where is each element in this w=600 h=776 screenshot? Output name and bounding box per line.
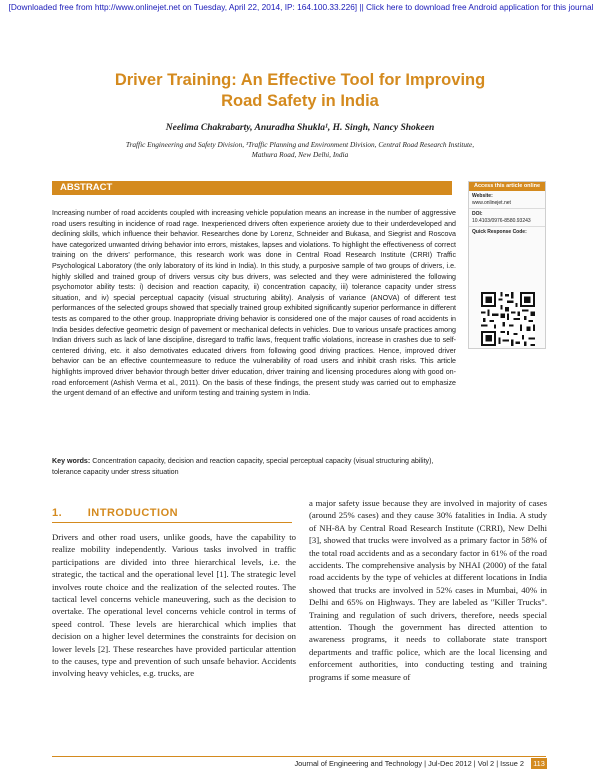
authors: Neelima Chakrabarty, Anuradha Shukla¹, H. Singh, Nancy Shokeen — [165, 123, 435, 133]
section-number: 1. — [52, 507, 63, 519]
qr-label: Quick Response Code: — [472, 229, 527, 236]
access-online-box — [468, 181, 546, 349]
section-heading-introduction — [52, 507, 292, 519]
doi-label: DOI: — [472, 211, 483, 218]
website-link[interactable]: www.onlinejet.net — [472, 199, 511, 206]
abstract-header — [52, 181, 452, 195]
website-row — [469, 191, 545, 209]
footer-citation: Journal of Engineering and Technology | Jul-Dec 2012 | Vol 2 | Issue 2 — [294, 759, 524, 768]
title-line-1: Driver Training: An Effective Tool for Improving — [114, 71, 486, 89]
doi-value: 10.4103/0976-8580.93243 — [472, 217, 531, 224]
title-line-2: Road Safety in India — [221, 92, 379, 110]
affiliation-line-2: Mathura Road, New Delhi, India — [251, 150, 349, 159]
abstract-label: ABSTRACT — [60, 182, 113, 193]
access-online-header: Access this article online — [469, 182, 545, 191]
keywords — [52, 456, 456, 477]
affiliation-line-1: Traffic Engineering and Safety Division, ¹Traffic Planning and Environment Division, Central Road Research Institute, — [125, 140, 475, 149]
journal-footer — [52, 759, 546, 768]
affiliations — [60, 140, 540, 160]
section-divider — [52, 522, 292, 523]
footer-divider — [52, 756, 546, 757]
abstract-body: Increasing number of road accidents coupled with increasing vehicle population means an increase in the number of aggressive road users resulting in incidence of road rage. Inexperienced drivers often experience anxiety due to their underdeveloped and declining skills, which influence their behavior. Researches done by Lorenz, Schneider and Bukasa, and Siegrist and Roscova have categorized unwanted driving behavior into errors, mistakes, lapses and violations. To highlight the effectiveness of correct training on the drivers' performance, this research work was done in Central Road Research Institute (CRRI) Traffic Psychological Laboratory (the only laboratory of its kind in India). In this study, a purposive sample of two groups of drivers, i.e. highly skilled and trained group of drivers versus city bus drivers, was selected and they were administered the following psychomotor ability tests: i) decision and reaction capacity, ii) concentration capacity, iii) tolerance capacity under stress situation, and iv) special perceptual capacity (visual structuring ability). Analysis of variance (ANOVA) of different test performances of the selected groups showed that specially trained group exhibited significantly superior performance in different tests as compared to the other group. Inappropriate driving behavior is considered one of the major causes of road accidents in India besides defective geometric design of pavement or mechanical defects in vehicles. Due to various unsafe practices among Indian drivers such as lack of lane discipline, disregard to traffic laws, frequent traffic violations, increase in crashes due to self-centered driving, etc. it also demotivates educated drivers from following good driving practices. Hence, improved driver behavior can be an effective countermeasure to reduce the vulnerability of road users and inhibit crash risks. This article highlights improved driver behavior through better driver education, driver training and licensing procedures along with good on-road enforcement (Ashish Verma et al., 2011). On the basis of these findings, the present study was carried out to emphasize the urgent demand of an effective and uniform testing and training system in India. — [52, 209, 456, 398]
download-banner[interactable]: [Downloaded free from http://www.onlinejet.net on Tuesday, April 22, 2014, IP: 164.100.33.226] || Click here to download free Android application for this journal — [8, 2, 594, 12]
paper-title — [60, 70, 540, 112]
doi-row — [469, 209, 545, 227]
section-title: INTRODUCTION — [87, 507, 179, 519]
intro-right-column: a major safety issue because they are involved in majority of cases (around 25% cases) and they cause 30% fatalities in India. A study of NH-8A by Central Road Research Institute (CRRI), New Delhi [3], showed that trucks were involved as a primary factor in 58% of the total road accidents and as a secondary factor in 61% of the road accidents. The comprehensive analysis by NHAI (2000) of the fatal road accidents by the type of vehicles at different locations in India showed that trucks are involved in 52% cases in Mumbai, 40% in Delhi and 65% on Highways. They are labeled as "Killer Trucks". Training and regulation of such drivers, therefore, needs special attention. Though the government has directed attention to awareness programs, it needs to collaborate state transport departments and traffic police, which are the local licensing and enforcement authorities, into conducting testing and training programs if some measure of — [309, 498, 547, 682]
keywords-label: Key words: — [52, 457, 91, 465]
website-label: Website: — [472, 193, 493, 199]
keywords-text: Concentration capacity, decision and reaction capacity, special perceptual capacity (visual structuring ability), tolerance capacity under stress situation — [52, 457, 434, 476]
qr-code-icon — [481, 292, 535, 346]
intro-left-column: Drivers and other road users, unlike goods, have the capability to realize mobility independently. Various tasks involved in traffic participations are divided into three hierarchical levels, i.e. the strategic, the tactical and the operational level [1]. The strategic level involves route choice and the realization of the selected routes. The tactical level concerns vehicle maneuvering, such as the decision to overtake. The operational level concerns vehicle control in terms of speed control. These levels are hierarchical which implies that decision on a higher level determines the constraints for decision on lower levels [2]. These researches have provided particular attention to the causes, type and prevention of such unsafe behavior. Accidents involving heavy vehicles, e.g. trucks, are — [52, 532, 296, 679]
page-number: 113 — [531, 758, 547, 769]
